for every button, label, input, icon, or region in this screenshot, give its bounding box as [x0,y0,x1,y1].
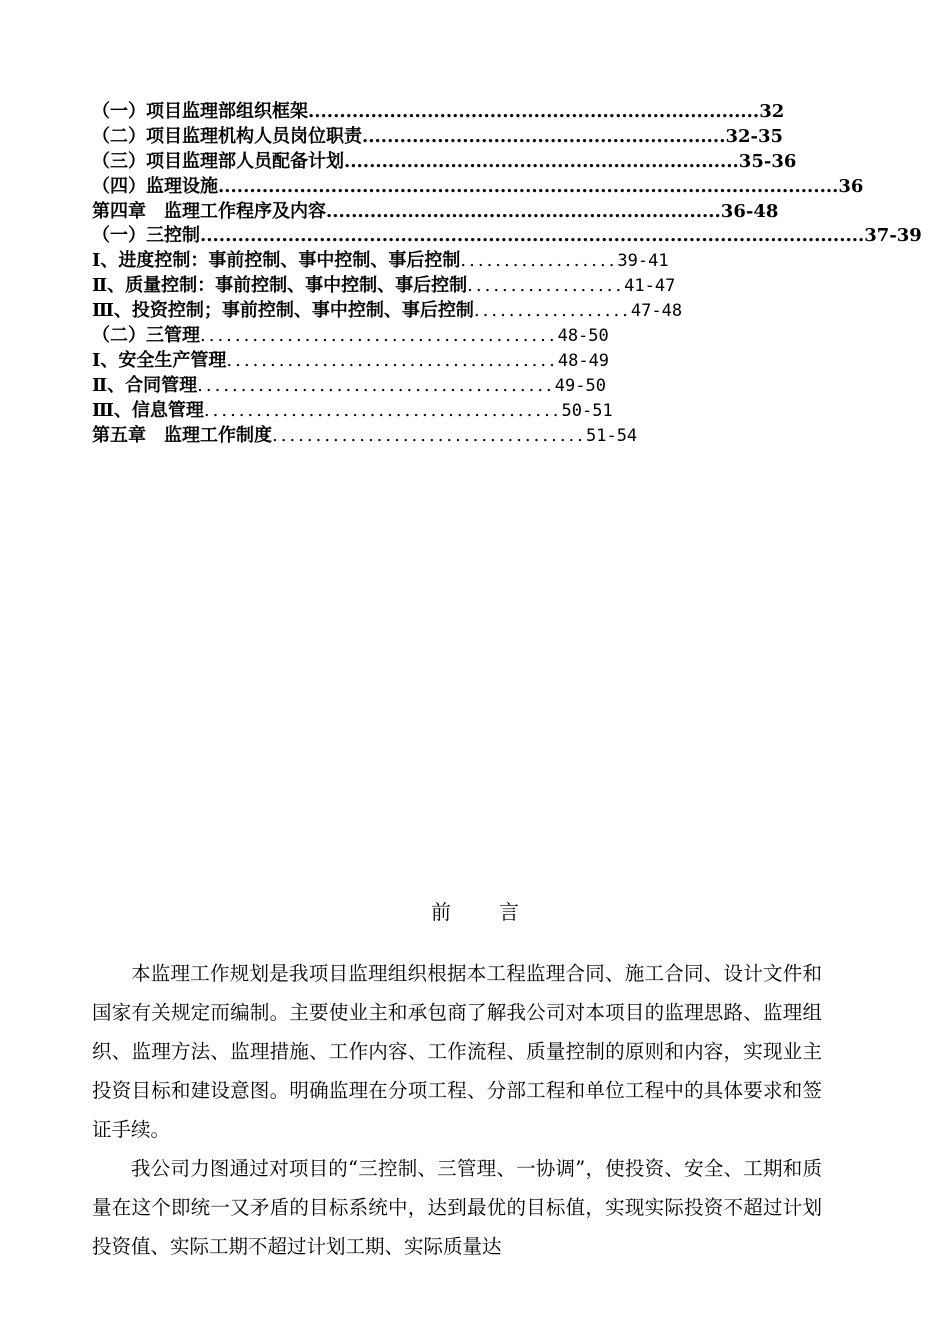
toc-entry-text: Ⅱ、合同管理 [92,374,198,396]
toc-line[interactable] [92,349,832,374]
toc-leader-dots: .................. [467,275,625,297]
toc-leader-dots: ......................................... [200,325,558,347]
toc-leader-dots: ......................................... [197,374,555,396]
toc-page-number: 48-50 [557,326,609,347]
toc-entry-text: 第四章 监理工作程序及内容 [92,200,326,222]
toc-page-number: 36 [838,175,864,197]
toc-leader-dots: ............................................................... [344,150,739,172]
toc-line[interactable] [92,399,832,424]
toc-entry-text: Ⅲ、信息管理 [92,399,204,421]
toc-line[interactable] [92,200,832,225]
toc-page-number: 50-51 [561,400,613,421]
toc-entry-text: Ⅰ、安全生产管理 [92,349,227,371]
preface-paragraph: 我公司力图通过对项目的“三控制、三管理、一协调”，使投资、安全、工期和质量在这个即统一又矛盾的目标系统中，达到最优的目标值，实现实际投资不超过计划投资值、实际工期不超过计划工期、实际质量达 [92,1157,822,1258]
toc-leader-dots: ......................................... [203,399,562,421]
toc-entry-text: （一）项目监理部组织框架 [92,101,308,122]
preface-body [92,954,822,1266]
toc-line[interactable] [92,224,922,249]
toc-entry-text: （一）三控制 [92,225,200,247]
toc-entry-text: （二）项目监理机构人员岗位职责 [92,125,362,147]
preface-paragraph: 本监理工作规划是我项目监理组织根据本工程监理合同、施工合同、设计文件和国家有关规定而编制。主要使业主和承包商了解我公司对本项目的监理思路、监理组织、监理方法、监理措施、工作内容、工作流程、质量控制的原则和内容，实现业主投资目标和建设意图。明确监理在分项工程、分部工程和单位工程中的具体要求和签证手续。 [92,962,822,1141]
toc-entry-text: Ⅱ、质量控制：事前控制、事中控制、事后控制 [92,275,468,297]
toc-leader-dots: ............................................................... [326,200,721,222]
toc-entry-text: （四）监理设施 [92,175,218,197]
toc-entry-text: （二）三管理 [92,325,200,347]
toc-leader-dots: .................. [473,300,631,322]
toc-line[interactable] [92,424,832,449]
toc-page-number: 41-47 [624,276,676,297]
toc-leader-dots: .................. [460,250,618,272]
table-of-contents [92,100,922,448]
toc-line[interactable] [92,175,864,200]
toc-leader-dots: ........................................................................ [308,101,760,122]
toc-line[interactable] [92,324,832,349]
toc-page-number: 47-48 [630,301,683,322]
preface-title: 前言 [431,900,567,924]
toc-page-number: 36-48 [720,200,779,222]
toc-line[interactable] [92,249,832,274]
toc-entry-text: Ⅲ、投资控制；事前控制、事中控制、事后控制 [92,300,474,322]
toc-line[interactable] [92,150,832,175]
toc-leader-dots: .......................................................... [362,125,726,147]
toc-page-number: 39-41 [617,251,669,272]
toc-leader-dots: .......................................................................................................... [200,225,865,247]
toc-leader-dots: ................................................................................................... [218,175,839,197]
toc-page-number: 32-35 [725,125,784,147]
toc-line[interactable] [92,299,832,324]
toc-leader-dots: .................................... [272,424,586,446]
toc-entry-text: 第五章 监理工作制度 [92,424,272,446]
toc-page-number: 51-54 [585,425,638,446]
toc-page-number: 48-49 [557,350,610,371]
toc-line[interactable] [92,374,832,399]
toc-line[interactable] [92,100,832,125]
toc-line[interactable] [92,274,832,299]
toc-page-number: 49-50 [554,375,606,396]
toc-leader-dots: ...................................... [226,349,558,371]
toc-page-number: 35-36 [738,150,797,172]
toc-page-number: 37-39 [864,225,922,247]
toc-entry-text: Ⅰ、进度控制：事前控制、事中控制、事后控制 [92,250,461,272]
toc-line[interactable] [92,125,832,150]
toc-page-number: 32 [759,101,785,122]
toc-entry-text: （三）项目监理部人员配备计划 [92,150,344,172]
